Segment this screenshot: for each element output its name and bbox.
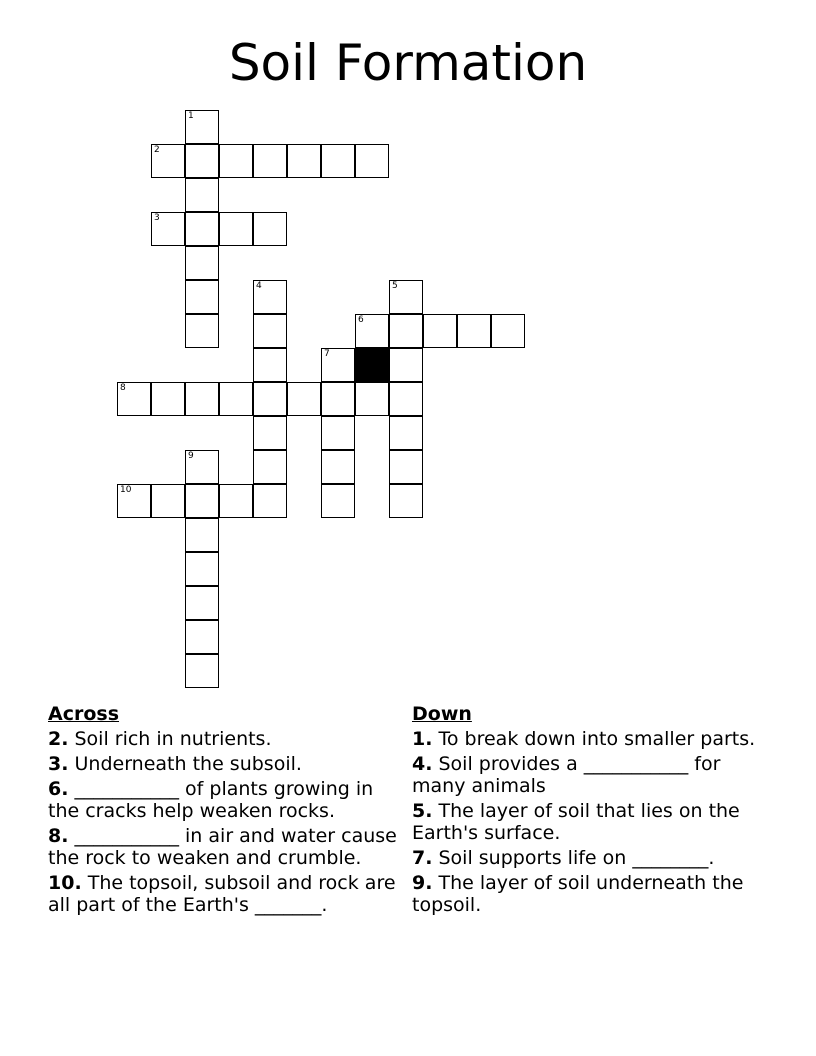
across-clue-list — [48, 728, 398, 916]
crossword-cell[interactable] — [389, 348, 423, 382]
crossword-cell[interactable] — [389, 314, 423, 348]
page-title: Soil Formation — [228, 34, 588, 92]
crossword-cell[interactable] — [321, 416, 355, 450]
across-clue — [48, 872, 398, 916]
clue-number: 2 — [154, 145, 160, 155]
clue-text: ___________ of plants growing in the cracks help weaken rocks. — [48, 778, 374, 822]
crossword-cell[interactable] — [185, 382, 219, 416]
crossword-cell[interactable] — [253, 450, 287, 484]
crossword-cell[interactable] — [219, 144, 253, 178]
crossword-cell[interactable] — [185, 280, 219, 314]
crossword-cell[interactable] — [253, 348, 287, 382]
crossword-cell[interactable] — [151, 212, 185, 246]
crossword-cell[interactable] — [389, 416, 423, 450]
across-clue — [48, 753, 398, 775]
clue-number-label: 9. — [412, 872, 433, 894]
crossword-cell[interactable] — [355, 314, 389, 348]
crossword-cell[interactable] — [253, 280, 287, 314]
clue-number-label: 3. — [48, 753, 69, 775]
crossword-cell[interactable] — [321, 382, 355, 416]
clue-number: 7 — [324, 349, 330, 359]
down-clue-list — [412, 728, 757, 916]
crossword-cell[interactable] — [185, 654, 219, 688]
crossword-cell[interactable] — [185, 586, 219, 620]
crossword-cell[interactable] — [185, 620, 219, 654]
across-clue — [48, 825, 398, 869]
down-clues — [412, 703, 757, 919]
crossword-cell[interactable] — [117, 484, 151, 518]
crossword-cell[interactable] — [321, 144, 355, 178]
clue-text: ___________ in air and water cause the rock to weaken and crumble. — [48, 825, 397, 869]
across-heading: Across — [48, 703, 120, 725]
crossword-cell[interactable] — [185, 484, 219, 518]
clue-number-label: 1. — [412, 728, 433, 750]
crossword-cell[interactable] — [185, 144, 219, 178]
crossword-cell[interactable] — [185, 450, 219, 484]
down-heading: Down — [412, 703, 472, 725]
crossword-cell[interactable] — [423, 314, 457, 348]
crossword-cell[interactable] — [491, 314, 525, 348]
crossword-cell[interactable] — [151, 484, 185, 518]
crossword-cell[interactable] — [185, 246, 219, 280]
clue-number: 4 — [256, 281, 262, 291]
clue-text: The layer of soil that lies on the Earth's surface. — [412, 800, 740, 844]
crossword-cell[interactable] — [253, 314, 287, 348]
crossword-cell[interactable] — [389, 280, 423, 314]
crossword-cell[interactable] — [253, 416, 287, 450]
crossword-cell[interactable] — [355, 144, 389, 178]
crossword-cell[interactable] — [185, 314, 219, 348]
clue-number-label: 7. — [412, 847, 433, 869]
clue-text: The layer of soil underneath the topsoil. — [412, 872, 744, 916]
crossword-cell[interactable] — [287, 382, 321, 416]
clue-number: 10 — [120, 485, 132, 495]
down-clue — [412, 753, 757, 797]
clue-number-label: 8. — [48, 825, 69, 847]
crossword-cell[interactable] — [219, 382, 253, 416]
clue-number-label: 5. — [412, 800, 433, 822]
crossword-cell[interactable] — [253, 484, 287, 518]
crossword-cell[interactable] — [185, 110, 219, 144]
clue-text: To break down into smaller parts. — [432, 728, 756, 750]
clue-number: 5 — [392, 281, 398, 291]
crossword-cell[interactable] — [185, 178, 219, 212]
crossword-cell[interactable] — [355, 382, 389, 416]
crossword-cell[interactable] — [321, 450, 355, 484]
crossword-cell[interactable] — [253, 212, 287, 246]
crossword-cell[interactable] — [389, 382, 423, 416]
clue-number-label: 4. — [412, 753, 433, 775]
crossword-cell[interactable] — [185, 212, 219, 246]
down-clue — [412, 728, 757, 750]
clue-number: 8 — [120, 383, 126, 393]
crossword-cell[interactable] — [389, 484, 423, 518]
across-clue — [48, 728, 398, 750]
across-clues — [48, 703, 398, 919]
clue-number: 6 — [358, 315, 364, 325]
crossword-cell[interactable] — [321, 484, 355, 518]
clue-text: The topsoil, subsoil and rock are all part of the Earth's _______. — [48, 872, 396, 916]
crossword-cell[interactable] — [457, 314, 491, 348]
clue-text: Underneath the subsoil. — [68, 753, 302, 775]
crossword-cell[interactable] — [185, 552, 219, 586]
clue-number: 1 — [188, 111, 194, 121]
clue-text: Soil supports life on ________. — [432, 847, 715, 869]
crossword-cell[interactable] — [151, 382, 185, 416]
crossword-cell[interactable] — [253, 382, 287, 416]
crossword-cell[interactable] — [219, 484, 253, 518]
clue-number: 9 — [188, 451, 194, 461]
down-clue — [412, 800, 757, 844]
crossword-cell[interactable] — [389, 450, 423, 484]
clue-number: 3 — [154, 213, 160, 223]
across-clue — [48, 778, 398, 822]
crossword-cell[interactable] — [253, 144, 287, 178]
crossword-cell[interactable] — [151, 144, 185, 178]
clue-number-label: 10. — [48, 872, 82, 894]
clue-number-label: 2. — [48, 728, 69, 750]
clue-number-label: 6. — [48, 778, 69, 800]
clue-text: Soil provides a ___________ for many animals — [412, 753, 721, 797]
crossword-cell[interactable] — [287, 144, 321, 178]
clue-text: Soil rich in nutrients. — [68, 728, 272, 750]
crossword-cell[interactable] — [185, 518, 219, 552]
down-clue — [412, 872, 757, 916]
down-clue — [412, 847, 757, 869]
crossword-cell[interactable] — [321, 348, 355, 382]
crossword-black-cell — [355, 348, 389, 382]
crossword-cell[interactable] — [219, 212, 253, 246]
crossword-cell[interactable] — [117, 382, 151, 416]
